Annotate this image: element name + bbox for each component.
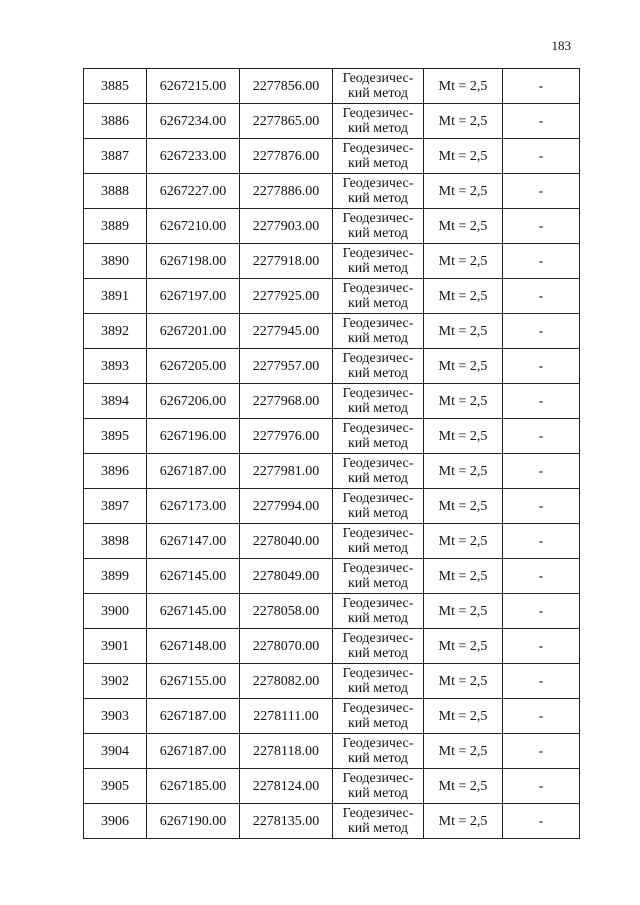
- point-number-cell: 3896: [84, 454, 147, 489]
- table-row: [84, 559, 580, 594]
- accuracy-cell: Mt = 2,5: [424, 489, 503, 524]
- method-line-2: кий метод: [347, 716, 408, 731]
- method-line-2: кий метод: [347, 366, 408, 381]
- accuracy-cell: Mt = 2,5: [424, 594, 503, 629]
- x-coordinate-cell: 6267190.00: [147, 804, 240, 839]
- accuracy-cell: Mt = 2,5: [424, 349, 503, 384]
- accuracy-cell: Mt = 2,5: [424, 314, 503, 349]
- y-coordinate-cell: 2277865.00: [240, 104, 333, 139]
- method-line-1: Геодезичес-: [342, 526, 414, 541]
- method-line-1: Геодезичес-: [342, 456, 414, 471]
- note-cell: -: [503, 104, 580, 139]
- table-row: [84, 699, 580, 734]
- note-cell: -: [503, 279, 580, 314]
- x-coordinate-cell: 6267206.00: [147, 384, 240, 419]
- note-cell: -: [503, 489, 580, 524]
- note-cell: -: [503, 454, 580, 489]
- point-number-cell: 3899: [84, 559, 147, 594]
- table-row: [84, 524, 580, 559]
- x-coordinate-cell: 6267210.00: [147, 209, 240, 244]
- method-cell: [333, 769, 424, 804]
- y-coordinate-cell: 2277981.00: [240, 454, 333, 489]
- y-coordinate-cell: 2277886.00: [240, 174, 333, 209]
- table-row: [84, 804, 580, 839]
- x-coordinate-cell: 6267205.00: [147, 349, 240, 384]
- method-line-2: кий метод: [347, 506, 408, 521]
- method-line-2: кий метод: [347, 646, 408, 661]
- note-cell: -: [503, 664, 580, 699]
- accuracy-cell: Mt = 2,5: [424, 804, 503, 839]
- method-line-1: Геодезичес-: [342, 141, 414, 156]
- accuracy-cell: Mt = 2,5: [424, 629, 503, 664]
- point-number-cell: 3900: [84, 594, 147, 629]
- method-cell: [333, 559, 424, 594]
- method-line-2: кий метод: [347, 86, 408, 101]
- point-number-cell: 3901: [84, 629, 147, 664]
- note-cell: -: [503, 349, 580, 384]
- x-coordinate-cell: 6267197.00: [147, 279, 240, 314]
- accuracy-cell: Mt = 2,5: [424, 174, 503, 209]
- method-cell: [333, 419, 424, 454]
- method-cell: [333, 104, 424, 139]
- note-cell: -: [503, 699, 580, 734]
- x-coordinate-cell: 6267185.00: [147, 769, 240, 804]
- note-cell: -: [503, 314, 580, 349]
- method-cell: [333, 664, 424, 699]
- accuracy-cell: Mt = 2,5: [424, 419, 503, 454]
- method-line-1: Геодезичес-: [342, 561, 414, 576]
- accuracy-cell: Mt = 2,5: [424, 559, 503, 594]
- point-number-cell: 3897: [84, 489, 147, 524]
- table-row: [84, 629, 580, 664]
- method-line-2: кий метод: [347, 751, 408, 766]
- note-cell: -: [503, 209, 580, 244]
- x-coordinate-cell: 6267196.00: [147, 419, 240, 454]
- table-row: [84, 349, 580, 384]
- method-line-1: Геодезичес-: [342, 701, 414, 716]
- method-line-2: кий метод: [347, 576, 408, 591]
- page-number: 183: [551, 38, 571, 53]
- note-cell: -: [503, 734, 580, 769]
- y-coordinate-cell: 2277903.00: [240, 209, 333, 244]
- accuracy-cell: Mt = 2,5: [424, 664, 503, 699]
- method-line-1: Геодезичес-: [342, 351, 414, 366]
- x-coordinate-cell: 6267233.00: [147, 139, 240, 174]
- y-coordinate-cell: 2277994.00: [240, 489, 333, 524]
- point-number-cell: 3891: [84, 279, 147, 314]
- table-row: [84, 489, 580, 524]
- point-number-cell: 3885: [84, 69, 147, 104]
- note-cell: -: [503, 384, 580, 419]
- method-line-1: Геодезичес-: [342, 71, 414, 86]
- y-coordinate-cell: 2277968.00: [240, 384, 333, 419]
- table-row: [84, 734, 580, 769]
- point-number-cell: 3906: [84, 804, 147, 839]
- method-cell: [333, 454, 424, 489]
- x-coordinate-cell: 6267145.00: [147, 594, 240, 629]
- method-cell: [333, 139, 424, 174]
- method-line-2: кий метод: [347, 611, 408, 626]
- table-row: [84, 174, 580, 209]
- method-cell: [333, 209, 424, 244]
- accuracy-cell: Mt = 2,5: [424, 734, 503, 769]
- method-cell: [333, 244, 424, 279]
- note-cell: -: [503, 629, 580, 664]
- y-coordinate-cell: 2277918.00: [240, 244, 333, 279]
- y-coordinate-cell: 2278135.00: [240, 804, 333, 839]
- method-line-2: кий метод: [347, 296, 408, 311]
- method-line-2: кий метод: [347, 821, 408, 836]
- y-coordinate-cell: 2278070.00: [240, 629, 333, 664]
- method-cell: [333, 314, 424, 349]
- method-line-2: кий метод: [347, 401, 408, 416]
- y-coordinate-cell: 2278049.00: [240, 559, 333, 594]
- method-line-1: Геодезичес-: [342, 211, 414, 226]
- x-coordinate-cell: 6267173.00: [147, 489, 240, 524]
- point-number-cell: 3895: [84, 419, 147, 454]
- y-coordinate-cell: 2277856.00: [240, 69, 333, 104]
- point-number-cell: 3894: [84, 384, 147, 419]
- method-line-2: кий метод: [347, 331, 408, 346]
- method-line-1: Геодезичес-: [342, 106, 414, 121]
- method-line-1: Геодезичес-: [342, 281, 414, 296]
- table-row: [84, 769, 580, 804]
- point-number-cell: 3905: [84, 769, 147, 804]
- method-line-2: кий метод: [347, 226, 408, 241]
- method-line-2: кий метод: [347, 681, 408, 696]
- accuracy-cell: Mt = 2,5: [424, 524, 503, 559]
- method-line-2: кий метод: [347, 261, 408, 276]
- method-line-2: кий метод: [347, 541, 408, 556]
- method-cell: [333, 594, 424, 629]
- table-row: [84, 314, 580, 349]
- y-coordinate-cell: 2278111.00: [240, 699, 333, 734]
- table-row: [84, 209, 580, 244]
- method-line-2: кий метод: [347, 786, 408, 801]
- coordinates-table-body: [84, 69, 580, 839]
- method-line-2: кий метод: [347, 436, 408, 451]
- method-line-1: Геодезичес-: [342, 771, 414, 786]
- note-cell: -: [503, 769, 580, 804]
- y-coordinate-cell: 2278124.00: [240, 769, 333, 804]
- x-coordinate-cell: 6267201.00: [147, 314, 240, 349]
- method-line-1: Геодезичес-: [342, 736, 414, 751]
- accuracy-cell: Mt = 2,5: [424, 244, 503, 279]
- point-number-cell: 3904: [84, 734, 147, 769]
- x-coordinate-cell: 6267198.00: [147, 244, 240, 279]
- method-line-1: Геодезичес-: [342, 176, 414, 191]
- method-cell: [333, 69, 424, 104]
- method-line-1: Геодезичес-: [342, 421, 414, 436]
- x-coordinate-cell: 6267148.00: [147, 629, 240, 664]
- point-number-cell: 3902: [84, 664, 147, 699]
- table-row: [84, 664, 580, 699]
- note-cell: -: [503, 524, 580, 559]
- y-coordinate-cell: 2278118.00: [240, 734, 333, 769]
- accuracy-cell: Mt = 2,5: [424, 209, 503, 244]
- method-line-2: кий метод: [347, 191, 408, 206]
- note-cell: -: [503, 244, 580, 279]
- method-line-1: Геодезичес-: [342, 491, 414, 506]
- table-row: [84, 419, 580, 454]
- method-cell: [333, 629, 424, 664]
- method-cell: [333, 804, 424, 839]
- point-number-cell: 3903: [84, 699, 147, 734]
- table-row: [84, 384, 580, 419]
- x-coordinate-cell: 6267187.00: [147, 454, 240, 489]
- method-line-1: Геодезичес-: [342, 596, 414, 611]
- method-line-2: кий метод: [347, 471, 408, 486]
- y-coordinate-cell: 2277925.00: [240, 279, 333, 314]
- method-cell: [333, 384, 424, 419]
- accuracy-cell: Mt = 2,5: [424, 384, 503, 419]
- y-coordinate-cell: 2277976.00: [240, 419, 333, 454]
- accuracy-cell: Mt = 2,5: [424, 69, 503, 104]
- x-coordinate-cell: 6267147.00: [147, 524, 240, 559]
- method-line-1: Геодезичес-: [342, 316, 414, 331]
- note-cell: -: [503, 559, 580, 594]
- x-coordinate-cell: 6267155.00: [147, 664, 240, 699]
- x-coordinate-cell: 6267227.00: [147, 174, 240, 209]
- table-row: [84, 594, 580, 629]
- x-coordinate-cell: 6267187.00: [147, 699, 240, 734]
- point-number-cell: 3893: [84, 349, 147, 384]
- method-line-1: Геодезичес-: [342, 631, 414, 646]
- x-coordinate-cell: 6267215.00: [147, 69, 240, 104]
- y-coordinate-cell: 2277945.00: [240, 314, 333, 349]
- method-cell: [333, 734, 424, 769]
- accuracy-cell: Mt = 2,5: [424, 699, 503, 734]
- method-line-1: Геодезичес-: [342, 246, 414, 261]
- note-cell: -: [503, 174, 580, 209]
- accuracy-cell: Mt = 2,5: [424, 279, 503, 314]
- method-cell: [333, 174, 424, 209]
- method-line-2: кий метод: [347, 156, 408, 171]
- method-line-1: Геодезичес-: [342, 806, 414, 821]
- method-line-1: Геодезичес-: [342, 386, 414, 401]
- method-line-2: кий метод: [347, 121, 408, 136]
- table-row: [84, 104, 580, 139]
- method-line-1: Геодезичес-: [342, 666, 414, 681]
- note-cell: -: [503, 419, 580, 454]
- x-coordinate-cell: 6267145.00: [147, 559, 240, 594]
- note-cell: -: [503, 804, 580, 839]
- point-number-cell: 3892: [84, 314, 147, 349]
- x-coordinate-cell: 6267234.00: [147, 104, 240, 139]
- y-coordinate-cell: 2277957.00: [240, 349, 333, 384]
- y-coordinate-cell: 2277876.00: [240, 139, 333, 174]
- x-coordinate-cell: 6267187.00: [147, 734, 240, 769]
- point-number-cell: 3898: [84, 524, 147, 559]
- method-cell: [333, 279, 424, 314]
- method-cell: [333, 489, 424, 524]
- y-coordinate-cell: 2278040.00: [240, 524, 333, 559]
- table-row: [84, 139, 580, 174]
- point-number-cell: 3886: [84, 104, 147, 139]
- coordinates-table: [83, 68, 580, 839]
- point-number-cell: 3888: [84, 174, 147, 209]
- y-coordinate-cell: 2278058.00: [240, 594, 333, 629]
- note-cell: -: [503, 139, 580, 174]
- table-row: [84, 279, 580, 314]
- accuracy-cell: Mt = 2,5: [424, 454, 503, 489]
- note-cell: -: [503, 594, 580, 629]
- table-row: [84, 454, 580, 489]
- point-number-cell: 3889: [84, 209, 147, 244]
- method-cell: [333, 699, 424, 734]
- point-number-cell: 3887: [84, 139, 147, 174]
- y-coordinate-cell: 2278082.00: [240, 664, 333, 699]
- note-cell: -: [503, 69, 580, 104]
- accuracy-cell: Mt = 2,5: [424, 769, 503, 804]
- method-cell: [333, 349, 424, 384]
- point-number-cell: 3890: [84, 244, 147, 279]
- accuracy-cell: Mt = 2,5: [424, 104, 503, 139]
- accuracy-cell: Mt = 2,5: [424, 139, 503, 174]
- table-row: [84, 69, 580, 104]
- method-cell: [333, 524, 424, 559]
- table-row: [84, 244, 580, 279]
